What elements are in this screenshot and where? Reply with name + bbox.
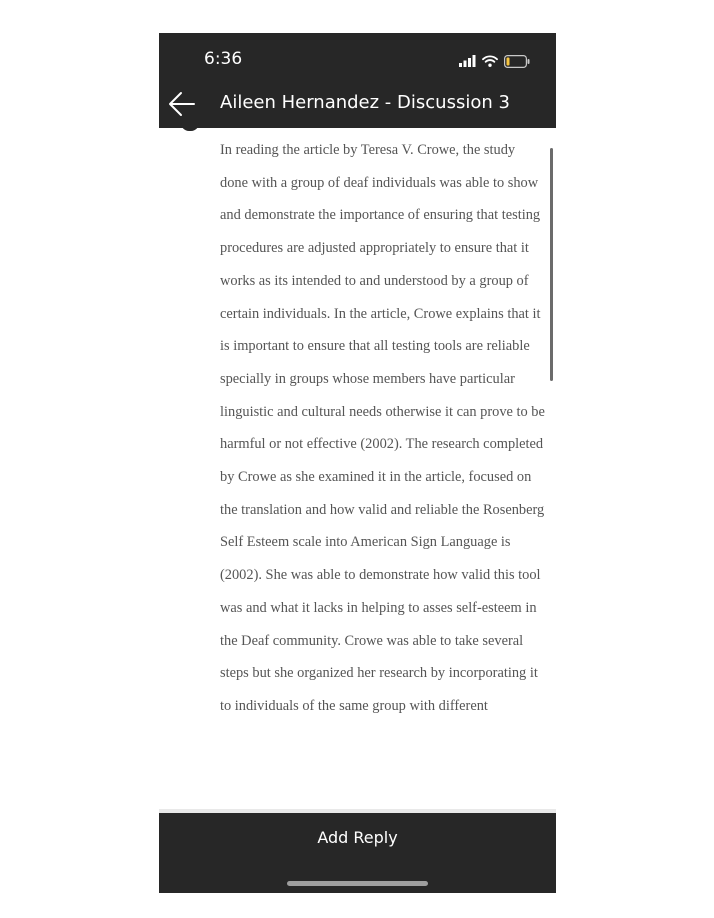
add-reply-button[interactable]: Add Reply bbox=[317, 827, 398, 847]
battery-icon bbox=[504, 55, 530, 68]
phone-screen bbox=[159, 33, 556, 893]
footer bbox=[159, 813, 556, 893]
status-time: 6:36 bbox=[204, 49, 243, 69]
home-indicator bbox=[287, 881, 428, 886]
post-content[interactable] bbox=[159, 128, 556, 813]
scrollbar[interactable] bbox=[550, 148, 553, 381]
wifi-icon bbox=[482, 55, 498, 67]
signal-icon bbox=[459, 55, 476, 67]
post-body-text: In reading the article by Teresa V. Crowe, the study done with a group of deaf individuals was able to show and demonstrate the importance of ensuring that testing procedures are adjusted appropriately to ensure that it works as its intended to and understood by a group of certain individuals. In the article, Crowe explains that it is important to ensure that all testing tools are reliable specially in groups whose members have particular linguistic and cultural needs otherwise it can prove to be harmful or not effective (2002). The research completed by Crowe as she examined it in the article, focused on the translation and how valid and reliable the Rosenberg Self Esteem scale into American Sign Language is (2002). She was able to demonstrate how valid this tool was and what it lacks in helping to asses self-esteem in the Deaf community. Crowe was able to take several steps but she organized her research by incorporating it to individuals of the same group with different bbox=[220, 142, 545, 714]
header bbox=[159, 33, 556, 128]
back-button[interactable] bbox=[167, 90, 197, 118]
page-title: Aileen Hernandez - Discussion 3 bbox=[220, 92, 510, 113]
status-icons bbox=[459, 52, 530, 70]
arrow-left-icon bbox=[167, 90, 197, 118]
